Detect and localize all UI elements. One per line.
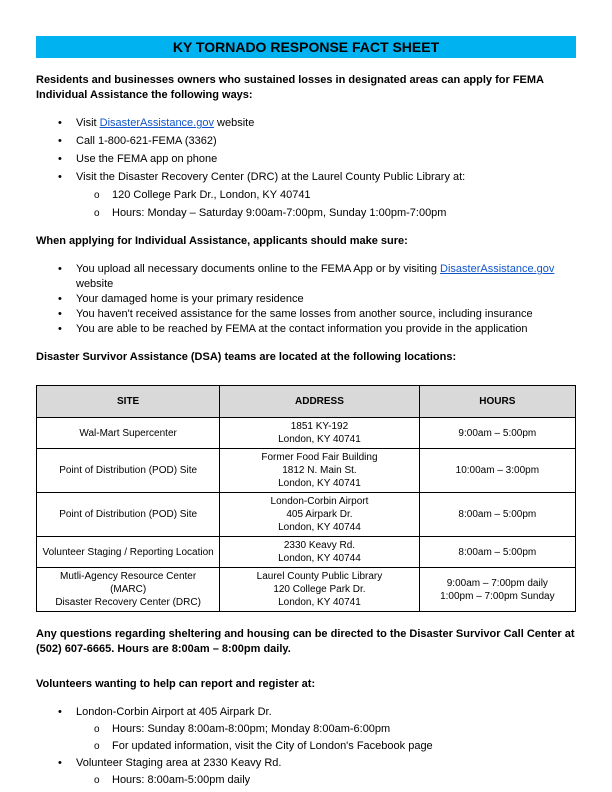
list-item-text: Call 1-800-621-FEMA (3362) <box>76 135 217 147</box>
cell-line: 8:00am – 5:00pm <box>458 509 537 520</box>
address-cell <box>220 418 419 449</box>
cell-line: 405 Airpark Dr. <box>286 509 353 520</box>
text-prefix: Visit <box>76 117 100 129</box>
cell-line: London, KY 40741 <box>278 597 361 608</box>
cell-line: Former Food Fair Building <box>261 452 378 463</box>
list-item-text: You are able to be reached by FEMA at the contact information you provide in the application <box>76 323 528 335</box>
site-cell <box>37 537 220 568</box>
apply-list <box>36 116 576 221</box>
list-item <box>36 307 576 322</box>
sub-list-item <box>36 773 576 788</box>
table-row <box>37 568 576 612</box>
sub-bullet-marker: o <box>94 741 100 752</box>
list-item-text: Hours: 8:00am-5:00pm daily <box>112 774 251 786</box>
table-row <box>37 449 576 493</box>
list-item-text: For updated information, visit the City of London's Facebook page <box>112 740 433 752</box>
list-item-text: Your damaged home is your primary residence <box>76 293 304 305</box>
list-item <box>36 756 576 771</box>
cell-line: London, KY 40741 <box>278 478 361 489</box>
hours-cell <box>419 537 575 568</box>
disaster-assistance-link[interactable]: DisasterAssistance.gov <box>99 117 214 129</box>
bullet-marker: • <box>58 757 62 769</box>
table-row <box>37 537 576 568</box>
cell-line: Disaster Recovery Center (DRC) <box>55 597 201 608</box>
cell-line: 1851 KY-192 <box>290 421 349 432</box>
sub-bullet-marker: o <box>94 775 100 786</box>
bullet-marker: • <box>58 323 62 335</box>
address-cell <box>220 537 419 568</box>
cell-line: Point of Distribution (POD) Site <box>59 509 198 520</box>
site-cell <box>37 568 220 612</box>
cell-line: 120 College Park Dr. <box>273 584 366 595</box>
cell-line: London-Corbin Airport <box>270 496 369 507</box>
cell-line: Mutli-Agency Resource Center (MARC) <box>60 571 197 595</box>
hours-cell <box>419 493 575 537</box>
site-cell <box>37 418 220 449</box>
checklist-section-heading: When applying for Individual Assistance, applicants should make sure: <box>36 235 408 247</box>
sub-bullet-marker: o <box>94 208 100 219</box>
text-suffix: website <box>213 117 255 129</box>
list-item-text: You haven't received assistance for the same losses from another source, including insurance <box>76 308 533 320</box>
cell-line: 2330 Keavy Rd. <box>283 540 356 551</box>
table-header-hours: HOURS <box>419 386 575 418</box>
table-row <box>37 493 576 537</box>
sub-list-item <box>36 722 576 737</box>
cell-line: London, KY 40744 <box>278 553 361 564</box>
list-item-text: 120 College Park Dr., London, KY 40741 <box>112 189 311 201</box>
table-header-site: SITE <box>37 386 220 418</box>
bullet-marker: • <box>58 135 62 147</box>
sub-list-item <box>36 188 576 203</box>
bullet-marker: • <box>58 117 62 129</box>
cell-line: 10:00am – 3:00pm <box>455 465 540 476</box>
list-item <box>36 262 576 292</box>
dsa-locations-table <box>36 385 576 612</box>
address-cell <box>220 568 419 612</box>
volunteer-list <box>36 705 576 788</box>
checklist-list <box>36 262 576 337</box>
cell-line: Wal-Mart Supercenter <box>79 427 177 439</box>
list-item <box>36 116 576 131</box>
sub-list-item <box>36 739 576 754</box>
disaster-assistance-link[interactable]: DisasterAssistance.gov <box>440 263 555 275</box>
cell-line: 1812 N. Main St. <box>282 465 357 476</box>
list-item <box>36 134 576 149</box>
list-item-text: Use the FEMA app on phone <box>76 153 218 165</box>
bullet-marker: • <box>58 308 62 320</box>
bullet-marker: • <box>58 263 62 275</box>
text-suffix: website <box>76 278 114 290</box>
hours-cell <box>419 449 575 493</box>
bullet-marker: • <box>58 171 62 183</box>
bullet-marker: • <box>58 293 62 305</box>
site-cell <box>37 449 220 493</box>
sub-list-item <box>36 206 576 221</box>
cell-line: London, KY 40744 <box>278 522 361 533</box>
list-item-text: Volunteer Staging area at 2330 Keavy Rd. <box>76 757 282 769</box>
list-item-text <box>76 262 576 292</box>
list-item-text: Hours: Monday – Saturday 9:00am-7:00pm, Sunday 1:00pm-7:00pm <box>112 207 447 219</box>
list-item <box>36 152 576 167</box>
list-item <box>36 292 576 307</box>
list-item-text: London-Corbin Airport at 405 Airpark Dr. <box>76 706 272 718</box>
cell-line: 8:00am – 5:00pm <box>458 546 537 558</box>
address-cell <box>220 493 419 537</box>
dsa-section-heading: Disaster Survivor Assistance (DSA) teams are located at the following locations: <box>36 351 457 363</box>
cell-line: 1:00pm – 7:00pm Sunday <box>440 590 555 602</box>
text-prefix: You upload all necessary documents online to the FEMA App or by visiting <box>76 263 441 275</box>
page-title: KY TORNADO RESPONSE FACT SHEET <box>36 36 576 58</box>
list-item <box>36 322 576 337</box>
sheltering-note: Any questions regarding sheltering and housing can be directed to the Disaster Survivor Call Center at (502) 607-6665. Hours are 8:00am – 8:00pm daily. <box>36 628 575 655</box>
list-item-text: Hours: Sunday 8:00am-8:00pm; Monday 8:00am-6:00pm <box>112 723 391 735</box>
apply-section-heading: Residents and businesses owners who sustained losses in designated areas can apply for FEMA Individual Assistance the following ways: <box>36 74 544 101</box>
table-header-row <box>37 386 576 418</box>
volunteer-section-heading: Volunteers wanting to help can report and register at: <box>36 678 316 690</box>
sub-bullet-marker: o <box>94 724 100 735</box>
table-row <box>37 418 576 449</box>
cell-line: London, KY 40741 <box>278 434 361 445</box>
cell-line: Laurel County Public Library <box>256 571 383 582</box>
cell-line: 9:00am – 7:00pm daily <box>446 577 548 589</box>
hours-cell <box>419 418 575 449</box>
bullet-marker: • <box>58 706 62 718</box>
address-cell <box>220 449 419 493</box>
bullet-marker: • <box>58 153 62 165</box>
hours-cell <box>419 568 575 612</box>
table-header-address: ADDRESS <box>220 386 419 418</box>
cell-line: 9:00am – 5:00pm <box>458 427 537 439</box>
list-item-text: Visit the Disaster Recovery Center (DRC) at the Laurel County Public Library at: <box>76 171 466 183</box>
site-cell <box>37 493 220 537</box>
list-item-text <box>76 116 576 131</box>
cell-line: Point of Distribution (POD) Site <box>59 465 198 476</box>
list-item <box>36 705 576 720</box>
list-item <box>36 170 576 185</box>
cell-line: Volunteer Staging / Reporting Location <box>42 546 214 558</box>
sub-bullet-marker: o <box>94 190 100 201</box>
